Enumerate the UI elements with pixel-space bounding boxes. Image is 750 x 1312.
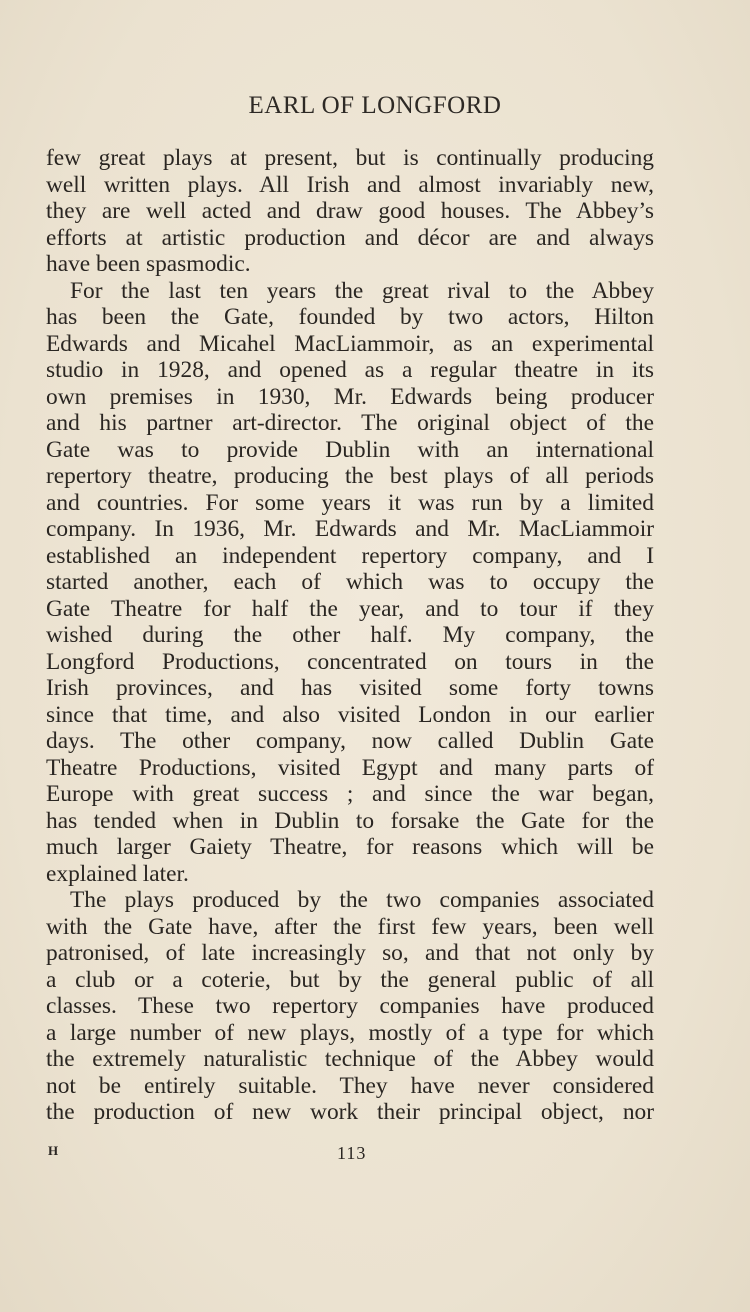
text-line: has tended when in Dublin to forsake the Gate for the	[46, 807, 654, 834]
text-line: Edwards and Micahel MacLiammoir, as an experimental	[46, 330, 654, 357]
text-line: well written plays. All Irish and almost invariably new,	[46, 171, 654, 198]
text-line: repertory theatre, producing the best plays of all periods	[46, 463, 654, 489]
text-line: days. The other company, now called Dublin Gate	[46, 728, 654, 754]
text-line: patronised, of late increasingly so, and that not only by	[46, 940, 654, 966]
text-line: and his partner art-director. The original object of the	[46, 410, 654, 436]
signature-mark: H	[48, 1143, 59, 1158]
text-line: few great plays at present, but is continually producing	[46, 145, 654, 171]
text-line: established an independent repertory company, and I	[46, 542, 654, 569]
text-line: started another, each of which was to occupy the	[46, 569, 654, 595]
text-line: explained later.	[46, 860, 189, 887]
paragraph	[46, 887, 654, 1126]
text-line: Gate was to provide Dublin with an international	[46, 436, 654, 463]
text-line: wished during the other half. My company, the	[46, 622, 654, 648]
text-line: a large number of new plays, mostly of a type for which	[46, 1019, 654, 1046]
text-line: The plays produced by the two companies associated	[70, 887, 654, 913]
text-line: a club or a coterie, but by the general public of all	[46, 966, 654, 993]
text-line: and countries. For some years it was run by a limited	[46, 489, 654, 516]
text-line: with the Gate have, after the first few years, been well	[46, 913, 654, 940]
text-line: much larger Gaiety Theatre, for reasons which will be	[46, 834, 654, 860]
text-line: company. In 1936, Mr. Edwards and Mr. MacLiammoir	[46, 516, 654, 542]
text-line: own premises in 1930, Mr. Edwards being producer	[46, 383, 654, 410]
text-line: Europe with great success ; and since the war began,	[46, 781, 654, 807]
text-line: Gate Theatre for half the year, and to tour if they	[46, 595, 654, 622]
text-line: have been spasmodic.	[46, 251, 251, 277]
text-line: Theatre Productions, visited Egypt and many parts of	[46, 754, 654, 781]
paragraph	[46, 145, 654, 278]
running-head: EARL OF LONGFORD	[248, 92, 502, 119]
text-line: Longford Productions, concentrated on tours in the	[46, 648, 654, 675]
text-line: the extremely naturalistic technique of the Abbey would	[46, 1046, 654, 1072]
text-line: the production of new work their principal object, nor	[46, 1099, 654, 1125]
text-line: not be entirely suitable. They have never considered	[46, 1072, 654, 1099]
text-line: efforts at artistic production and décor are and always	[46, 224, 654, 251]
text-line: studio in 1928, and opened as a regular theatre in its	[46, 357, 654, 383]
text-line: has been the Gate, founded by two actors, Hilton	[46, 304, 654, 330]
text-line: For the last ten years the great rival to the Abbey	[70, 277, 654, 304]
page-number: 113	[337, 1143, 367, 1163]
text-line: they are well acted and draw good houses. The Abbey’s	[46, 198, 654, 224]
text-line: Irish provinces, and has visited some forty towns	[46, 675, 654, 701]
text-line: since that time, and also visited London in our earlier	[46, 701, 654, 728]
body-text	[46, 145, 654, 1126]
text-line: classes. These two repertory companies have produced	[46, 993, 654, 1019]
paragraph	[46, 278, 654, 888]
